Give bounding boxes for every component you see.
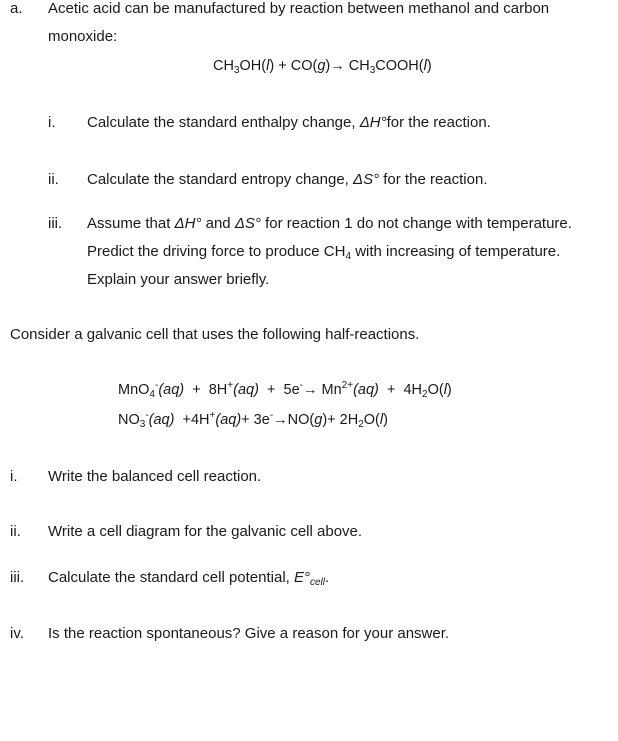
question-a-i: Calculate the standard enthalpy change, ΔH°for the reaction. — [87, 114, 491, 131]
question-a-iii-line1: Assume that ΔH° and ΔS° for reaction 1 do not change with temperature. — [87, 215, 572, 232]
question-a-iii-label: iii. — [48, 215, 63, 232]
reaction-arrow-icon: → — [330, 58, 345, 74]
question-b-iv-label: iv. — [10, 625, 24, 642]
part-a-label: a. — [10, 0, 23, 17]
reaction-arrow-icon: → — [302, 382, 318, 398]
question-b-i: Write the balanced cell reaction. — [48, 468, 262, 485]
question-b-iii: Calculate the standard cell potential, $E^\circ_{cell}$. — [48, 569, 330, 588]
question-a-ii-label: ii. — [48, 171, 59, 188]
methanol-carbonylation-equation: $CH_3OH(l) + CO(g)\to$ $CH_3COOH(l)$ — [213, 58, 432, 76]
galvanic-cell-intro: Consider a galvanic cell that uses the following half-reactions. — [10, 326, 420, 343]
question-a-ii: Calculate the standard entropy change, ΔS° for the reaction. — [87, 171, 488, 188]
part-a-intro-line1: Acetic acid can be manufactured by reaction between methanol and carbon — [48, 0, 550, 17]
question-b-iii-label: iii. — [10, 569, 25, 586]
question-a-iii-line3: Explain your answer briefly. — [87, 271, 270, 288]
question-a-iii-line2: Predict the driving force to produce $CH_4$ with increasing of temperature. — [87, 243, 561, 262]
part-a-intro-line2: monoxide: — [48, 28, 118, 45]
question-a-i-label: i. — [48, 114, 56, 131]
question-b-i-label: i. — [10, 468, 18, 485]
half-reaction-nitrate: $NO_3^-(aq) +4H^+(aq)+ 3e^-\to NO(g)+ 2H_2O(l)$ — [118, 410, 388, 430]
question-b-ii: Write a cell diagram for the galvanic cell above. — [48, 523, 363, 540]
reaction-arrow-icon: → — [273, 412, 288, 428]
question-b-ii-label: ii. — [10, 523, 21, 540]
half-reaction-permanganate: $MnO_4^-(aq) + 8H^+(aq) + 5e^-\to Mn^{2+}(aq) + 4H_2O(l)$ — [118, 380, 452, 400]
question-b-iv: Is the reaction spontaneous? Give a reason for your answer. — [48, 625, 450, 642]
